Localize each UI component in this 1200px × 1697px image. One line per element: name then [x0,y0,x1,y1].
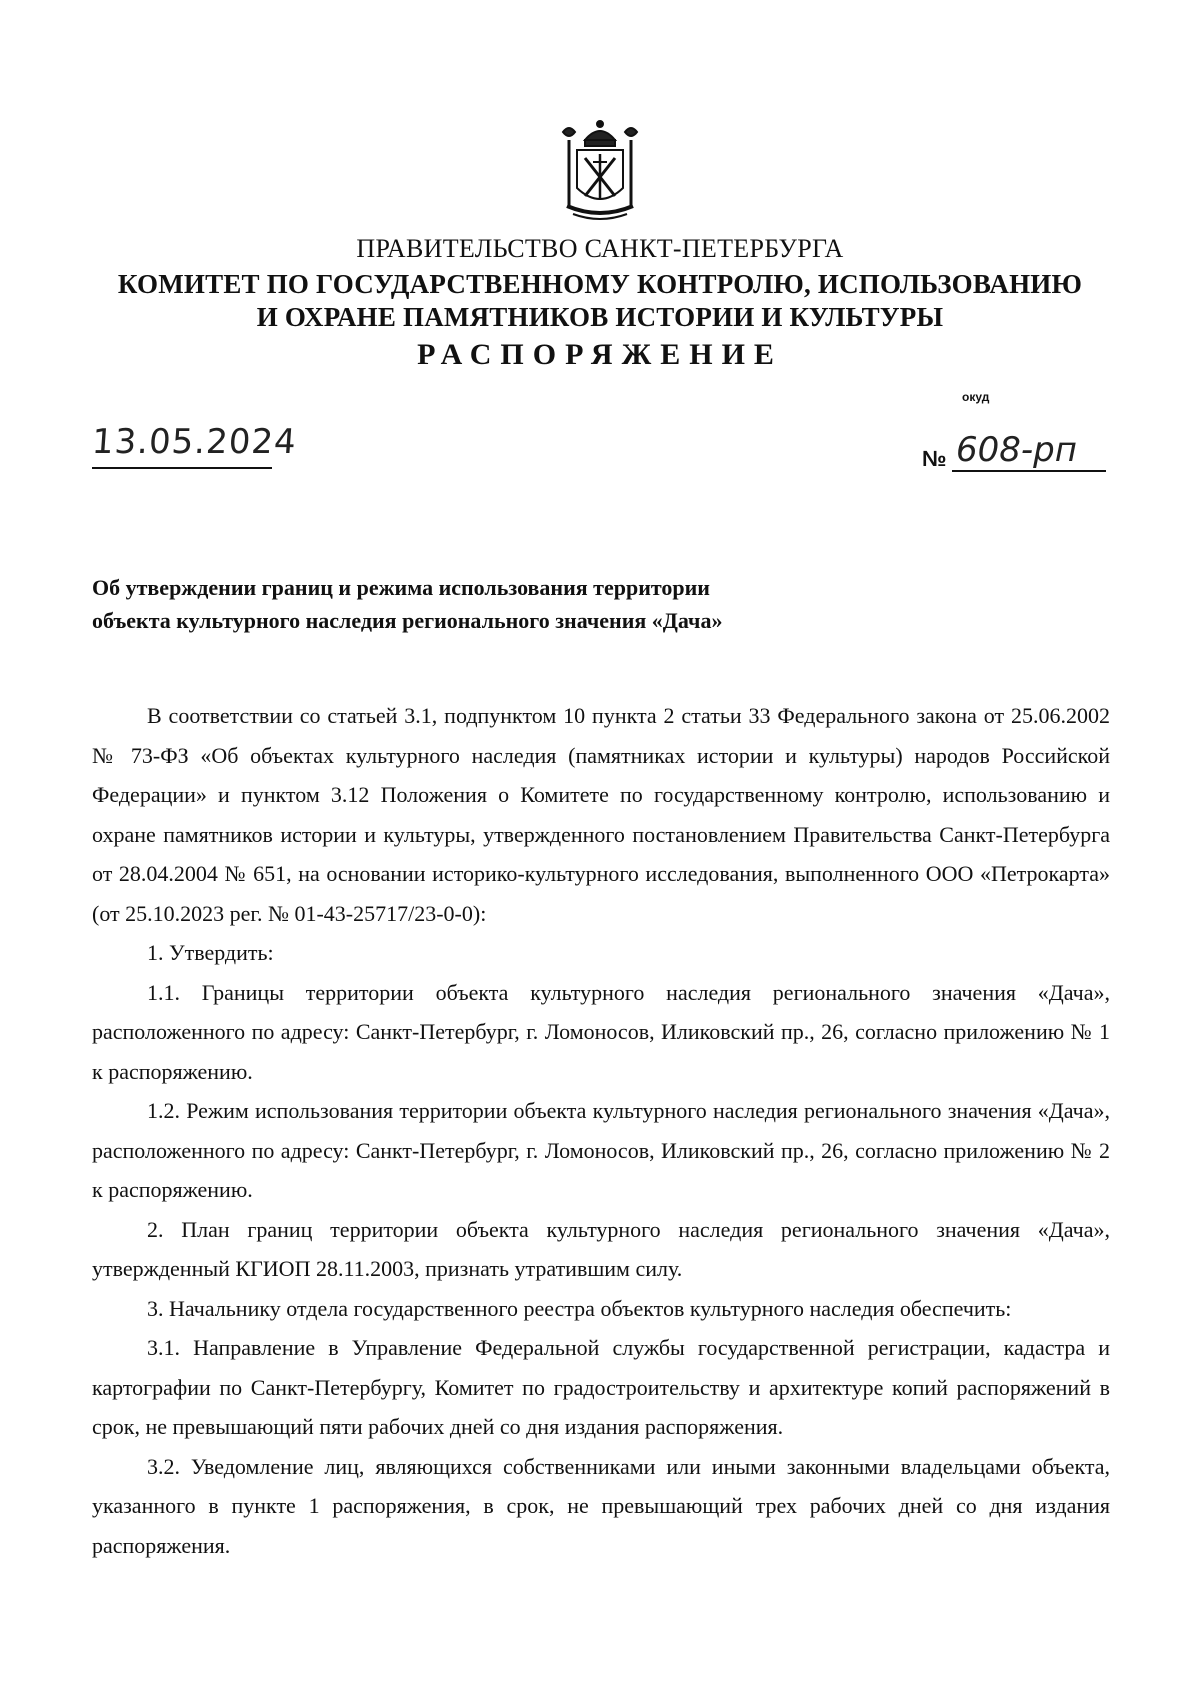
paragraph-2: 2. План границ территории объекта культурного наследия регионального значения «Дача», утвержденный КГИОП 28.11.2003, признать утратившим силу. [92,1216,1110,1281]
date-underline [92,467,272,469]
paragraph-1: 1. Утвердить: [147,940,274,965]
paragraph-1-2: 1.2. Режим использования территории объекта культурного наследия регионального значения «Дача», расположенного по адресу: Санкт-Петербург, г. Ломоносов, Иликовский пр., 26, согласно приложению № 2 к распоряжению. [92,1098,1110,1202]
paragraph-3-1: 3.1. Направление в Управление Федеральной службы государственной регистрации, кадастра и картографии по Санкт-Петербургу, Комитет по градостроительству и архитектуре копий распоряжений в срок, не превышающий пяти рабочих дней со дня издания распоряжения. [92,1335,1110,1439]
document-date: 13.05.2024 [90,422,299,462]
subject-line1: Об утверждении границ и режима использования территории [92,575,710,600]
paragraph-3: 3. Начальнику отдела государственного реестра объектов культурного наследия обеспечить: [147,1295,1012,1321]
paragraph-3-2: 3.2. Уведомление лиц, являющихся собственниками или иными законными владельцами объекта, указанного в пункте 1 распоряжения, в срок, не превышающий трех рабочих дней со дня издания распоряжения. [92,1453,1110,1558]
paragraph-1-1: 1.1. Границы территории объекта культурного наследия регионального значения «Дача», расположенного по адресу: Санкт-Петербург, г. Ломоносов, Иликовский пр., 26, согласно приложению № 1 к распоряжению. [92,979,1110,1084]
subject-line2: объекта культурного наследия регионального значения «Дача» [92,608,723,633]
number-sign: № [922,446,947,471]
paragraph-preamble: В соответствии со статьей 3.1, подпунктом 10 пункта 2 статьи 33 Федерального закона от 25.06.2002 № 73-ФЗ «Об объектах культурного наследия (памятниках истории и культуры) народов Российской Федерации» и пунктом 3.12 Положения о Комитете по государственному контролю, использованию и охране памятников истории и культуры, утвержденного постановлением Правительства Санкт-Петербурга от 28.04.2004 № 651, на основании историко-культурного исследования, выполненного ООО «Петрокарта» (от 25.10.2023 рег. № 01-43-25717/23-0-0): [92,703,1110,926]
number-underline [952,470,1106,472]
committee-title-line1: КОМИТЕТ ПО ГОСУДАРСТВЕННОМУ КОНТРОЛЮ, ИСПОЛЬЗОВАНИЮ [117,269,1083,299]
okud-label: окуд [962,390,990,404]
document-number: 608-рп [956,430,1077,470]
government-title: ПРАВИТЕЛЬСТВО САНКТ-ПЕТЕРБУРГА [356,234,844,263]
document-type: РАСПОРЯЖЕНИЕ [417,338,783,371]
coat-of-arms-icon [555,118,645,223]
committee-title-line2: И ОХРАНЕ ПАМЯТНИКОВ ИСТОРИИ И КУЛЬТУРЫ [256,302,944,332]
document-body [92,696,1110,1565]
